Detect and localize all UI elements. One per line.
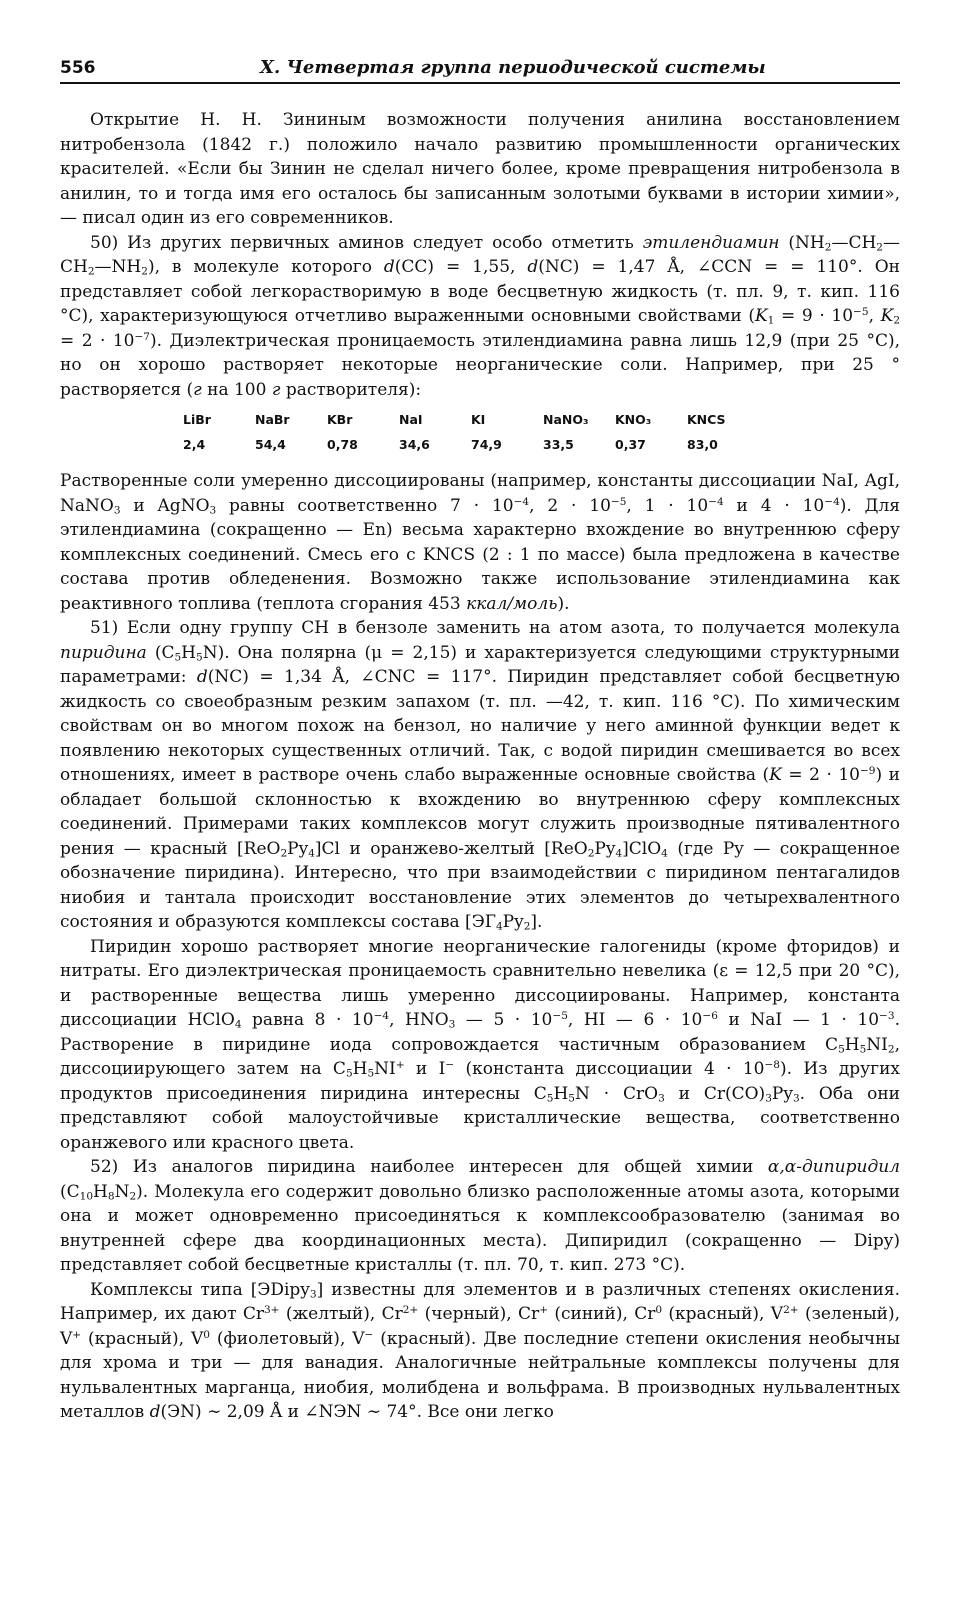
salt-name: LiBr xyxy=(183,412,211,427)
paragraph-dipy-complexes: Комплексы типа [ЭDipy$_3$] известны для элементов и в различных степенях окисления. Например, их дают $Cr^{3+}$ (желтый), $Cr^{2+}$ (черный), Cr+ (синий), Cr$^0$ (красный), $V^{2+}$ (зеленый), V+ (красный), $V^0$ (фиолетовый), V− (красный). Две последние степени окисления необычны для хрома и три — для ванадия. Аналогичные нейтральные комплексы получены для нульвалентных марганца, ниобия, молибдена и вольфрама. В производных нульвалентных металлов d(ЭN) ∼ 2,09 Å и ∠NЭN ∼ 74°. Все они легко xyxy=(60,1279,900,1422)
salt-name: KI xyxy=(471,412,486,427)
table-row-salts xyxy=(183,408,759,433)
solubility-value: 2,4 xyxy=(183,436,206,452)
solubility-value: 0,37 xyxy=(615,436,646,452)
paragraph-52-dipyridyl: 52) Из аналогов пиридина наиболее интересен для общей химии α,α-дипиридил $(C_{10}H_8N_2)$. Молекула его содержит довольно близко расположенные атомы азота, которыми она и может одновременно присоединяться к комплексообразователю (занимая во внутренней сфере два координационных места). Дипиридил (сокращенно — Dipy) представляет собой бесцветные кристаллы (т. пл. 70, т. кип. 273 °C). xyxy=(60,1157,900,1275)
salt-name: KNO₃ xyxy=(615,412,652,427)
solubility-value: 33,5 xyxy=(543,436,574,452)
solubility-value: 83,0 xyxy=(687,436,718,452)
table-row-values xyxy=(183,433,759,458)
paragraph-dissolved-salts: Растворенные соли умеренно диссоциированы (например, константы диссоциации NaI, AgI, NaNO$_3$ и AgNO$_3$ равны соответственно $7 \cdot 10^{-4}$, $2 \cdot 10^{-5}$, $1 \cdot 10^{-4}$ и $4 \cdot 10^{-4}$). Для этилендиамина (сокращенно — En) весьма характерно вхождение во внутреннюю сферу комплексных соединений. Смесь его с KNCS (2 : 1 по массе) была предложена в качестве состава против обледенения. Возможно также использование этилендиамина как реактивного топлива (теплота сгорания 453 ккал/моль). xyxy=(60,471,900,614)
paragraph-pyridine-solvent: Пиридин хорошо растворяет многие неорганические галогениды (кроме фторидов) и нитраты. Его диэлектрическая проницаемость сравнительно невелика (ε = 12,5 при 20 °C), и растворенные вещества лишь умеренно диссоциированы. Например, константа диссоциации HClO$_4$ равна $8 \cdot 10^{-4}$, $HNO_3$ — $5 \cdot 10^{-5}$, HI — $6 \cdot 10^{-6}$ и NaI — $1 \cdot 10^{-3}$. Растворение в пиридине иода сопровождается частичным образованием $C_5H_5NI_2$, диссоциирующего затем на $C_5H_5NI^+$ и I− (константа диссоциации $4 \cdot 10^{-8}$). Из других продуктов присоединения пиридина интересны $C_5H_5N \cdot CrO_3$ и $Cr(CO)_3Py_3$. Оба они представляют собой малоустойчивые кристаллические вещества, соответственно оранжевого или красного цвета. xyxy=(60,936,900,1153)
paragraph-50-ethylenediamine: 50) Из других первичных аминов следует особо отметить этилендиамин $(NH_2—CH_2—CH_2—NH_2)$, в молекуле которого d(CC) = 1,55, d(NC) = 1,47 Å, ∠CCN = = 110°. Он представляет собой легкорастворимую в воде бесцветную жидкость (т. пл. 9, т. кип. 116 °C), характеризующуюся отчетливо выраженными основными свойствами ($K_1 = 9 \cdot 10^{-5}$, $K_2 = 2 \cdot 10^{-7}$). Диэлектрическая проницаемость этилендиамина равна лишь 12,9 (при 25 °C), но он хорошо растворяет некоторые неорганические соли. Например, при 25 ° растворяется (г на 100 г растворителя): xyxy=(60,232,901,400)
solubility-value: 74,9 xyxy=(471,436,502,452)
salt-name: NaI xyxy=(399,412,423,427)
salt-name: KNCS xyxy=(687,412,726,427)
salt-name: NaNO₃ xyxy=(543,412,589,427)
page-header xyxy=(60,56,900,84)
salt-name: NaBr xyxy=(255,412,290,427)
solubility-value: 54,4 xyxy=(255,436,286,452)
paragraph-zinin: Открытие Н. Н. Зининым возможности получения анилина восстановлением нитробензола (1842 г.) положило начало развитию промышленности органических красителей. «Если бы Зинин не сделал ничего более, кроме превращения нитробензола в анилин, то и тогда имя его осталось бы записанным золотыми буквами в истории химии», — писал один из его современников. xyxy=(60,110,900,228)
paragraph-51-pyridine: 51) Если одну группу CH в бензоле заменить на атом азота, то получается молекула пиридина $(C_5H_5N)$. Она полярна (μ = 2,15) и характеризуется следующими структурными параметрами: d(NC) = 1,34 Å, ∠CNC = 117°. Пиридин представляет собой бесцветную жидкость со своеобразным резким запахом (т. пл. —42, т. кип. 116 °C). По химическим свойствам он во многом похож на бензол, но наличие у него аминной функции ведет к появлению некоторых существенных отличий. Так, с водой пиридин смешивается во всех отношениях, имеет в растворе очень слабо выраженные основные свойства $(K = 2 \cdot 10^{-9})$ и обладает большой склонностью к вхождению во внутреннюю сферу комплексных соединений. Примерами таких комплексов могут служить производные пятивалентного рения — красный $[ReO_2Py_4]Cl$ и оранжево-желтый $[ReO_2Py_4]ClO_4$ (где Py — сокращенное обозначение пиридина). Интересно, что при взаимодействии с пиридином пентагалидов ниобия и тантала происходит восстановление этих элементов до четырехвалентного состояния и образуются комплексы состава $[ЭГ_4Py_2]$. xyxy=(60,618,901,933)
solubility-value: 0,78 xyxy=(327,436,358,452)
running-head: X. Четвертая группа периодической системы xyxy=(260,57,766,78)
salt-name: KBr xyxy=(327,412,353,427)
solubility-value: 34,6 xyxy=(399,436,430,452)
solubility-table xyxy=(183,408,759,457)
page-number: 556 xyxy=(60,58,96,78)
